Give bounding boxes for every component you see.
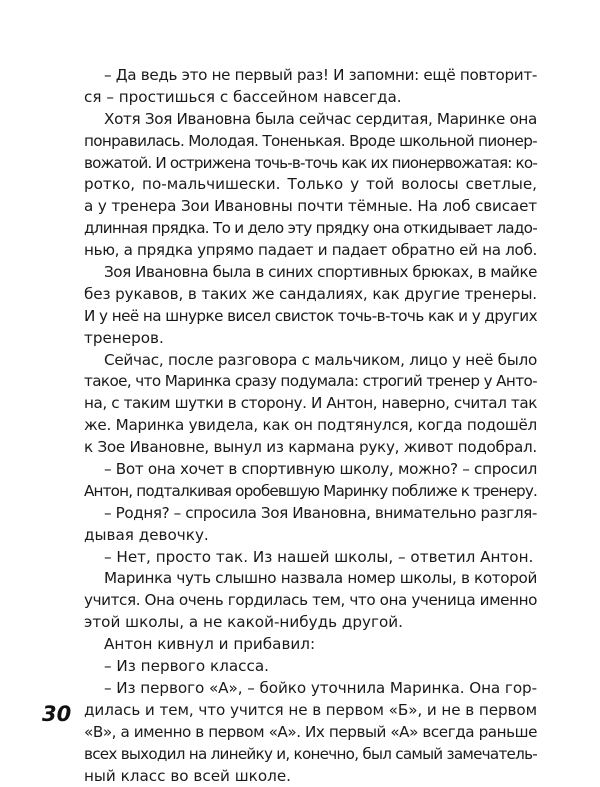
text-line: – Нет, просто так. Из нашей школы, – ответил Антон. xyxy=(84,547,537,569)
text-line: этой школы, а не какой-нибудь другой. xyxy=(84,612,537,634)
text-line: – Из первого «А», – бойко уточнила Маринка. Она гор- xyxy=(84,678,537,700)
text-line: Хотя Зоя Ивановна была сейчас сердитая, Маринке она xyxy=(84,109,537,131)
text-line: же. Маринка увидела, как он подтянулся, когда подошёл xyxy=(84,415,537,437)
text-line: всех выходил на линейку и, конечно, был самый замечатель- xyxy=(84,744,537,766)
text-line: – Из первого класса. xyxy=(84,656,537,678)
body-text xyxy=(84,65,537,787)
text-line: длинная прядка. То и дело эту прядку она откидывает ладо- xyxy=(84,218,537,240)
text-line: «В», а именно в первом «А». Их первый «А» всегда раньше xyxy=(84,722,537,744)
text-line: без рукавов, в таких же сандалиях, как другие тренеры. xyxy=(84,284,537,306)
text-line: Маринка чуть слышно назвала номер школы, в которой xyxy=(84,568,537,590)
text-line: И у неё на шнурке висел свисток точь-в-точь как и у других xyxy=(84,306,537,328)
page-number: 30 xyxy=(42,702,71,726)
text-line: дилась и тем, что учится не в первом «Б», и не в первом xyxy=(84,700,537,722)
text-line: – Вот она хочет в спортивную школу, можно? – спросил xyxy=(84,459,537,481)
text-line: – Да ведь это не первый раз! И запомни: ещё повторит- xyxy=(84,65,537,87)
text-line: такое, что Маринка сразу подумала: строгий тренер у Анто- xyxy=(84,371,537,393)
text-line: понравилась. Молодая. Тоненькая. Вроде школьной пионер- xyxy=(84,131,537,153)
text-line: Антон, подталкивая оробевшую Маринку поближе к тренеру. xyxy=(84,481,537,503)
text-line: Антон кивнул и прибавил: xyxy=(84,634,537,656)
text-line: учится. Она очень гордилась тем, что она ученица именно xyxy=(84,590,537,612)
text-line: к Зое Ивановне, вынул из кармана руку, живот подобрал. xyxy=(84,437,537,459)
text-line: дывая девочку. xyxy=(84,525,537,547)
text-line: а у тренера Зои Ивановны почти тёмные. На лоб свисает xyxy=(84,196,537,218)
text-line: нью, а прядка упрямо падает и падает обратно ей на лоб. xyxy=(84,240,537,262)
text-line: – Родня? – спросила Зоя Ивановна, внимательно разгля- xyxy=(84,503,537,525)
text-line: ся – простишься с бассейном навсегда. xyxy=(84,87,537,109)
text-line: Зоя Ивановна была в синих спортивных брюках, в майке xyxy=(84,262,537,284)
text-line: ный класс во всей школе. xyxy=(84,766,537,787)
text-line: ротко, по-мальчишески. Только у той волосы светлые, xyxy=(84,174,537,196)
text-line: Сейчас, после разговора с мальчиком, лицо у неё было xyxy=(84,350,537,372)
text-line: тренеров. xyxy=(84,328,537,350)
text-line: на, с таким шутки в сторону. И Антон, наверно, считал так xyxy=(84,393,537,415)
text-line: вожатой. И острижена точь-в-точь как их пионервожатая: ко- xyxy=(84,153,537,175)
